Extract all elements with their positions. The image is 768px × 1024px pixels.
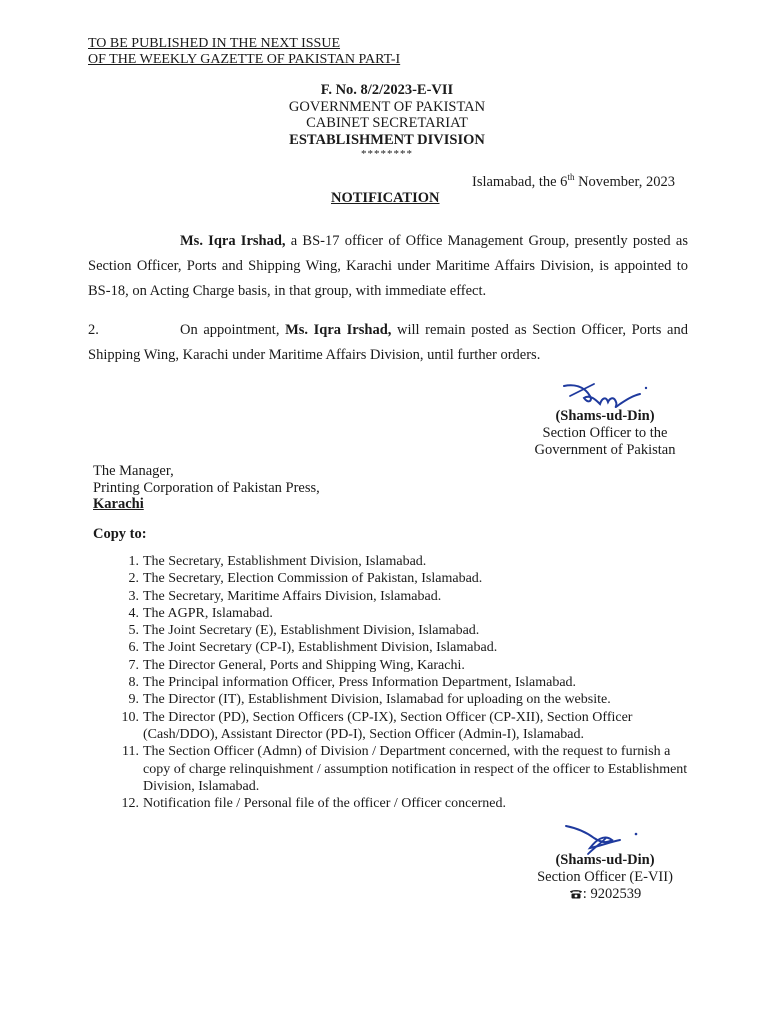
secretariat-name: CABINET SECRETARIAT xyxy=(306,115,468,131)
telephone-icon xyxy=(569,887,583,904)
date-suffix: November, 2023 xyxy=(574,173,675,190)
paragraph-2-after: will remain posted as Section Officer, Ports and Shipping Wing, Karachi under Maritime Affairs Division, until further orders. xyxy=(88,322,688,363)
list-item-number: 3. xyxy=(128,588,139,604)
notification-title: NOTIFICATION xyxy=(331,190,440,206)
list-item-number: 6. xyxy=(128,640,139,656)
list-item-number: 7. xyxy=(128,657,139,673)
list-item-number: 12. xyxy=(121,796,139,812)
letterhead xyxy=(232,82,542,160)
list-item xyxy=(110,639,700,656)
signatory-designation-1b: Government of Pakistan xyxy=(534,442,676,458)
list-item xyxy=(110,743,700,795)
phone-number: : 9202539 xyxy=(582,886,642,902)
list-item-number: 8. xyxy=(128,675,139,691)
list-item xyxy=(110,674,700,691)
file-number: F. No. 8/2/2023-E-VII xyxy=(320,82,454,98)
government-name: GOVERNMENT OF PAKISTAN xyxy=(288,98,486,115)
list-item-text: Notification file / Personal file of the officer / Officer concerned. xyxy=(143,796,506,812)
list-item xyxy=(110,709,700,744)
list-item-number: 4. xyxy=(128,605,139,621)
addressee xyxy=(93,463,320,513)
list-item-number: 1. xyxy=(128,554,139,569)
officer-name-2: Ms. Iqra Irshad, xyxy=(285,322,392,338)
list-item-number: 9. xyxy=(128,692,139,708)
list-item-text: The Secretary, Establishment Division, Islamabad. xyxy=(143,554,427,569)
list-item xyxy=(110,570,700,587)
list-item xyxy=(110,622,700,639)
addressee-line-2: Printing Corporation of Pakistan Press, xyxy=(93,479,320,496)
list-item-number: 2. xyxy=(128,571,139,587)
date-line xyxy=(472,172,675,191)
paragraph-number: 2. xyxy=(88,322,99,338)
signatory-designation-2: Section Officer (E-VII) xyxy=(537,869,673,885)
phone-line xyxy=(520,886,690,904)
header-stars: ******** xyxy=(361,148,413,160)
division-name: ESTABLISHMENT DIVISION xyxy=(289,131,485,148)
list-item-number: 10. xyxy=(121,709,139,725)
paragraph-2-before: On appointment, xyxy=(180,322,286,338)
list-item xyxy=(110,588,700,605)
list-item-text: The Joint Secretary (E), Establishment Division, Islamabad. xyxy=(143,623,480,639)
list-item-text: The Principal information Officer, Press Information Department, Islamabad. xyxy=(143,675,577,691)
paragraph-1-text: a BS-17 officer of Office Management Group, presently posted as Section Officer, Ports and Shipping Wing, Karachi under Maritime Affairs Division, is appointed to BS-18, on Acting Charge basis, in that group, with immediate effect. xyxy=(88,233,688,299)
list-item-text: The Section Officer (Admn) of Division / Department concerned, with the request to furnish a copy of charge relinquishment / assumption notification in respect of the officer to Establishment Division, Islamabad. xyxy=(143,744,688,794)
list-item-text: The Secretary, Election Commission of Pakistan, Islamabad. xyxy=(143,571,483,587)
gazette-line-2: OF THE WEEKLY GAZETTE OF PAKISTAN PART-I xyxy=(88,52,401,67)
signatory-name-1: (Shams-ud-Din) xyxy=(555,408,655,424)
signatory-name-2: (Shams-ud-Din) xyxy=(555,852,655,868)
addressee-line-1: The Manager, xyxy=(93,463,174,479)
gazette-note xyxy=(88,36,400,68)
list-item-text: The Director (IT), Establishment Division, Islamabad for uploading on the website. xyxy=(143,692,611,708)
signatory-designation-1a: Section Officer to the xyxy=(542,425,668,441)
list-item-text: The Director (PD), Section Officers (CP-IX), Section Officer (CP-XII), Section Officer (Cash/DDO), Assistant Director (PD-I), Section Officer (Admin-I), Islamabad. xyxy=(143,709,633,742)
list-item-text: The Joint Secretary (CP-I), Establishment Division, Islamabad. xyxy=(143,640,498,656)
date-prefix: Islamabad, the 6 xyxy=(472,173,568,190)
copy-to-heading: Copy to: xyxy=(93,526,147,542)
signature-block-1 xyxy=(520,374,690,464)
signature-block-2 xyxy=(520,818,690,908)
list-item xyxy=(110,605,700,622)
list-item-text: The AGPR, Islamabad. xyxy=(143,605,273,621)
list-item-number: 11. xyxy=(122,744,139,760)
list-item xyxy=(110,657,700,674)
list-item-number: 5. xyxy=(128,623,139,639)
list-item xyxy=(110,691,700,708)
officer-name: Ms. Iqra Irshad, xyxy=(180,233,286,249)
paragraph-1 xyxy=(88,229,688,304)
list-item xyxy=(110,553,700,570)
list-item xyxy=(110,795,700,812)
copy-to-list xyxy=(110,553,700,812)
list-item-text: The Secretary, Maritime Affairs Division, Islamabad. xyxy=(143,588,442,604)
addressee-city: Karachi xyxy=(93,496,144,512)
paragraph-2 xyxy=(88,318,688,368)
gazette-line-1: TO BE PUBLISHED IN THE NEXT ISSUE xyxy=(88,36,341,51)
date-superscript: th xyxy=(567,172,575,182)
list-item-text: The Director General, Ports and Shipping Wing, Karachi. xyxy=(143,657,465,673)
